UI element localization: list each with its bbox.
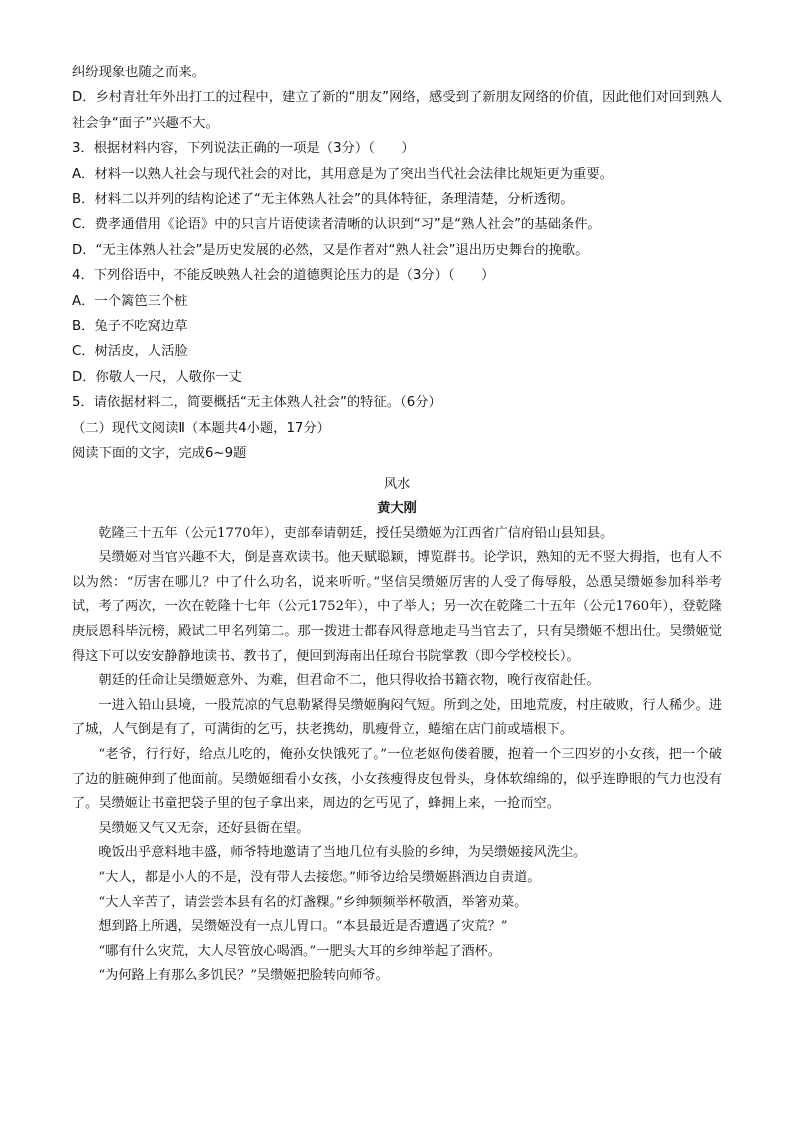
exam-page [72, 60, 722, 989]
story-paragraph: 晚饭出乎意料地丰盛，师爷特地邀请了当地几位有头脸的乡绅，为吴缵姬接风洗尘。 [98, 845, 587, 861]
story-author: 黄大刚 [377, 501, 417, 517]
story-paragraph: 一进入铅山县境，一股荒凉的气息勒紧得吴缵姬胸闷气短。所到之处，田地荒废，村庄破败，行人稀少。进了城，人气倒是有了，可满街的乞丐，扶老携幼，肌瘦骨立，蜷缩在店门前或墙根下。 [72, 697, 722, 738]
story-paragraph: “老爷，行行好，给点儿吃的，俺孙女快饿死了。”一位老妪佝偻着腰，抱着一个三四岁的小女孩，把一个破了边的脏碗伸到了他面前。吴缵姬细看小女孩，小女孩瘦得皮包骨头，身体软绵绵的，似乎连睁眼的气力也没有了。吴缵姬让书童把袋子里的包子拿出来，周边的乞丐见了，蜂拥上来，一抢而空。 [72, 747, 722, 812]
question-3-option-d: D．“无主体熟人社会”是历史发展的必然，又是作者对“熟人社会”退出历史舞台的挽歌。 [72, 242, 589, 258]
story-title: 风水 [383, 476, 411, 492]
text-line: 纠纷现象也随之而来。 [72, 65, 205, 80]
story-paragraph: 想到路上所遇，吴缵姬没有一点儿胃口。“本县最近是否遭遇了灾荒？” [98, 919, 508, 935]
story-paragraph: “为何路上有那么多饥民？”吴缵姬把脸转向师爷。 [98, 968, 389, 984]
question-4-option-b: B．兔子不吃窝边草 [72, 319, 188, 335]
question-3-option-c: C．费孝通借用《论语》中的只言片语使读者清晰的认识到“习”是“熟人社会”的基础条件。 [72, 217, 601, 233]
question-5: 5．请依据材料二，简要概括“无主体熟人社会”的特征。（6分） [72, 395, 442, 411]
question-4-option-d: D．你敬人一尺，人敬你一丈 [72, 369, 242, 385]
story-paragraph: 朝廷的任命让吴缵姬意外、为难，但君命不二，他只得收拾书籍衣物，晚行夜宿赴任。 [98, 673, 600, 689]
question-4-option-a: A．一个篱笆三个桩 [72, 293, 188, 309]
option-d-continued: D．乡村青壮年外出打工的过程中，建立了新的“朋友”网络，感受到了新朋友网络的价值，因此他们对回到熟人社会争“面子”兴趣不大。 [72, 90, 722, 131]
story-paragraph: 吴缵姬又气又无奈，还好县衙在望。 [98, 820, 310, 836]
question-4-stem: 4．下列俗语中，不能反映熟人社会的道德舆论压力的是（3分）（ ） [72, 268, 495, 284]
story-paragraph: “大人辛苦了，请尝尝本县有名的灯盏粿。”乡绅频频举杯敬酒，举箸劝菜。 [98, 894, 528, 910]
story-paragraph: “哪有什么灾荒，大人尽管放心喝酒。”一肥头大耳的乡绅举起了酒杯。 [98, 943, 501, 959]
question-3-option-b: B．材料二以并列的结构论述了“无主体熟人社会”的具体特征，条理清楚，分析透彻。 [72, 192, 574, 208]
question-3-option-a: A．材料一以熟人社会与现代社会的对比，其用意是为了突出当代社会法律比规矩更为重要。 [72, 166, 613, 182]
story-paragraph: 吴缵姬对当官兴趣不大，倒是喜欢读书。他天赋聪颖，博览群书。论学识，熟知的无不竖大拇指，也有人不以为然：“厉害在哪儿？中了什么功名，说来听听。”坚信吴缵姬厉害的人受了侮辱般，怂恿吴缵姬参加科举考试，考了两次，一次在乾隆十七年（公元1752年），中了举人；另一次在乾隆二十五年（公元1760年），登乾隆庚辰恩科毕沅榜，殿试二甲名列第二。那一拨进士都春风得意地走马当官去了，只有吴缵姬不想出仕。吴缵姬觉得这下可以安安静静地读书、教书了，便回到海南出任琼台书院掌教（即今学校校长）。 [72, 550, 722, 664]
story-paragraph: 乾隆三十五年（公元1770年），吏部奉请朝廷，授任吴缵姬为江西省广信府铅山县知县。 [98, 525, 614, 541]
story-paragraph: “大人，都是小人的不是，没有带人去接您。”师爷边给吴缵姬斟酒边自责道。 [98, 870, 541, 885]
question-3-stem: 3．根据材料内容，下列说法正确的一项是（3分）（ ） [72, 141, 415, 157]
reading-instruction: 阅读下面的文字，完成6~9题 [72, 446, 247, 462]
question-4-option-c: C．树活皮，人活脸 [72, 344, 188, 360]
section-header: （二）现代文阅读Ⅱ（本题共4小题，17分） [72, 420, 330, 436]
